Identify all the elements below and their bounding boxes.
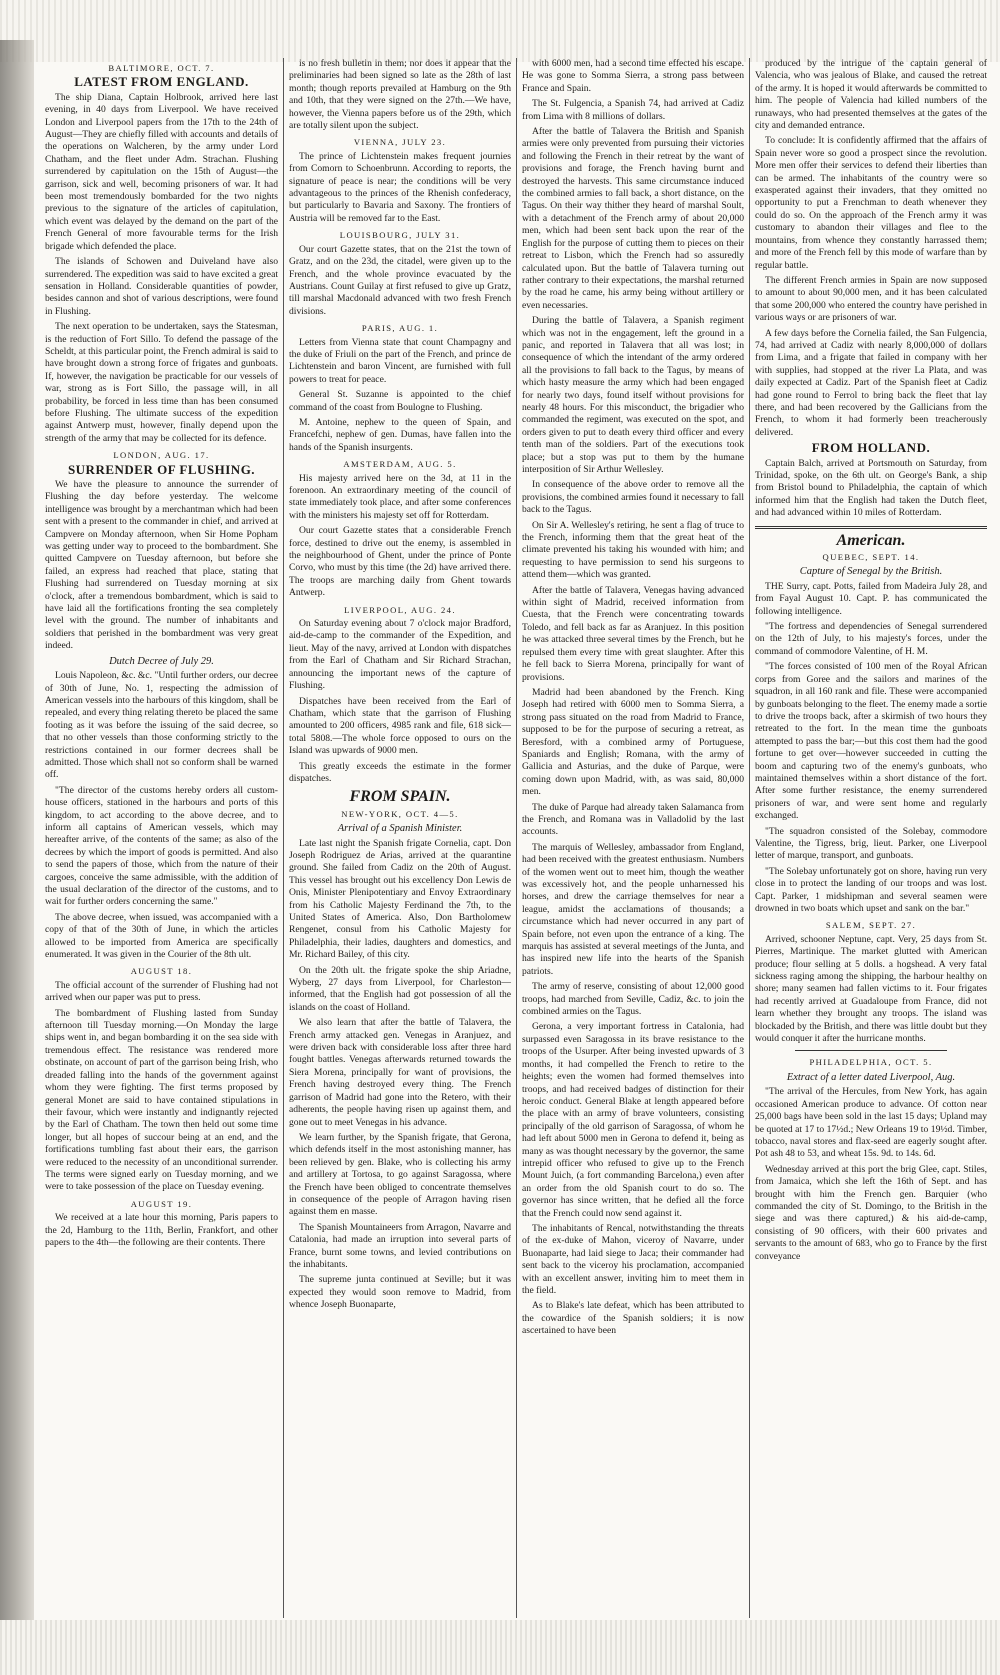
- paragraph: His majesty arrived here on the 3d, at 11 in the forenoon. An extraordinary meeting of the council of state immediately took place, and after some conferences with the ministers his majesty set off for Rotterdam.: [289, 472, 511, 521]
- paragraph: Our court Gazette states, that on the 21st the town of Gratz, and on the 23d, the citadel, were given up to the French, and the whole province evacuated by the Austrians. Count Guilay at first refused to give up Gratz, till marshal Macdonald advanced with two fresh French divisions.: [289, 243, 511, 317]
- paragraph: Louis Napoleon, &c. &c. "Until further orders, our decree of 30th of June, No. 1, respecting the admission of American vessels into the harbours of this kingdom, shall be repealed, and every thing relating thereto be placed the same footing as it was before the issuing of the said decree, so that no other vessels than those conforming strictly to the restrictions contained in our former decrees shall be admitted. Those which shall not so conform shall be warned off.: [45, 670, 278, 781]
- paragraph: This greatly exceeds the estimate in the former dispatches.: [289, 760, 511, 784]
- dateline-quebec: QUEBEC, SEPT. 14.: [822, 552, 920, 563]
- paragraph: "The fortress and dependencies of Senegal surrendered on the 12th of July, to his majesty's forces, under the command of commodore Valentine, of H. M.: [755, 621, 987, 657]
- section-divider: [755, 526, 987, 529]
- paragraph: As to Blake's late defeat, which has been attributed to the cowardice of the Spanish soldiers; it is now ascertained to have been: [522, 1300, 744, 1337]
- paragraph: On the 20th ult. the frigate spoke the ship Ariadne, Wyberg, 27 days from Liverpool, for Charleston—informed, that the English had got possession of all the islands on the coast of Holland.: [289, 964, 511, 1013]
- paragraph: "The director of the customs hereby orders all custom-house officers, stationed in the harbours and ports of this kingdom, to act according to the above decree, and to inform all captains of American vessels, which may hereafter arrive, of the contents of the same; as also of the decrees by which the import of goods is permitted. And also to send the papers of those, which from the nature of their cargoes, conceive the same admissible, with the addition of the usual declaration of the director of the customs, and to wait for further orders concerning the same.": [45, 784, 278, 908]
- paragraph: is no fresh bulletin in them; nor does it appear that the preliminaries had been signed so late as the 28th of last month; though reports prevailed at Hamburg on the 9th and 10th, that they were signed on the 27th.—We have, however, the Vienna papers before us of the 29th, which are totally silent upon the subject.: [289, 58, 511, 132]
- paragraph: To conclude: It is confidently affirmed that the affairs of Spain never wore so good a prospect since the revolution. More men offer their services to defend their liberties than can be armed. The inhabitants of the country were so exasperated against their invaders, that they omitted no opportunity to put a Frenchman to death whenever they could do so. On the approach of the French army it was customary to abandon their villages and flee to the mountains, from whence they constantly harrassed them; and more of the French fell by this mode of warfare than by regular battle.: [755, 135, 987, 271]
- paragraph: Our court Gazette states that a considerable French force, destined to drive out the enemy, is assembled in the neighbourhood of Ghent, under the prince of Ponte Corvo, who must by this time (the 2d) have arrived there. The troops are marching daily from Ghent towards Antwerp.: [289, 525, 511, 599]
- paragraph: After the battle of Talavera the British and Spanish armies were only prevented from pursuing their victories and following the French in their retreat by the want of provisions and forage, the French having burnt and destroyed the harvests. This same circumstance induced the combined armies to fall back, a short distance, on the Tagus. On their way thither they heard of marshal Soult, with a detachment of the French army of about 20,000 men, which had been sent back upon the rear of the English for the purpose of cutting them to pieces on their retreat to Lisbon, which the French had so assuredly calculated upon. But the battle of Talavera turning out rather contrary to their expectations, the marshal returned by the road he came, his army being without artillery or even necessaries.: [522, 126, 744, 311]
- dateline-baltimore: BALTIMORE, OCT. 7.: [108, 63, 215, 73]
- paragraph: On Saturday evening about 7 o'clock major Bradford, aid-de-camp to the commander of the Expedition, and lieut. May of the navy, arrived at London with dispatches from the Earl of Chatham and Sir Richard Strachan, announcing the important news of the capture of Flushing.: [289, 618, 511, 692]
- headline-latest-from-england: LATEST FROM ENGLAND.: [74, 74, 249, 90]
- subhead-spanish-minister: Arrival of a Spanish Minister.: [337, 823, 463, 835]
- paragraph: The prince of Lichtenstein makes frequent journies from Comorn to Schoenbrunn. According to reports, the signature of peace is near; the conditions will be very advantageous to the princes of the Rhenish confederacy, but particularly to Bavaria and Saxony. The frontiers of Austria will be removed far to the East.: [289, 150, 511, 224]
- dateline-london-aug17: LONDON, AUG. 17.: [113, 450, 210, 461]
- paragraph: Captain Balch, arrived at Portsmouth on Saturday, from Trinidad, spoke, on the 6th ult. on George's Bank, a ship from Bristol bound to Philadelphia, the captain of which informed him that the English had taken the Dutch fleet, and had advanced within 10 miles of Rotterdam.: [755, 457, 987, 519]
- paragraph: Letters from Vienna state that count Champagny and the duke of Friuli on the part of the French, and prince de Lichtenstein and baron Vincent, are furnished with full powers to treat for peace.: [289, 336, 511, 385]
- column-3: [516, 58, 749, 1618]
- paragraph: A few days before the Cornelia failed, the San Fulgencia, 74, had arrived at Cadiz with nearly 8,000,000 of dollars from Lima, and a frigate that failed in company with her with supplies, had stopped at the river La Plata, and was daily expected at Cadiz. Part of the Spanish fleet at Cadiz had gone round to Ferrol to bring back the fleet that lay there, and had been recovered by the Gallicians from the French, to whom it had formerly been treacherously delivered.: [755, 327, 987, 438]
- scan-bottom-edge: [0, 1620, 1000, 1675]
- paragraph: The above decree, when issued, was accompanied with a copy of that of the 30th of June, in which the articles allowed to be imported from America are specifically enumerated. It was given in the Courier of the 8th ult.: [45, 911, 278, 961]
- paragraph: M. Antoine, nephew to the queen of Spain, and Francefchi, nephew of gen. Dumas, have fallen into the hands of the Spanish insurgents.: [289, 416, 511, 453]
- headline-from-holland: FROM HOLLAND.: [811, 440, 931, 456]
- paragraph: "The forces consisted of 100 men of the Royal African corps from Goree and the sailors and marines of the squadron, in all 160 rank and file. These were accompanied by gunboats belonging to the fleet. The enemy made a sortie to drive the troops back, after a skirmish of two hours they retreated to the fort. In the mean time the gunboats attempted to pass the bar;—but this cost them had the good fortune to get over—however succeeded in cutting the boom and capturing two of the enemy's gunboats, who maintained themselves within a short distance of the fort. After some further resistance, the enemy surrendered prisoners of war, and were sent home and regularly exchanged.: [755, 661, 987, 822]
- paragraph: The next operation to be undertaken, says the Statesman, is the reduction of Fort Sillo. To defend the passage of the Scheldt, at this particular point, the French admiral is said to have brought down a strong force of frigates and gunboats. If, however, the navigation be practicable for our vessels of war, strong as is Fort Sillo, the passage will, in all probability, be forced in less time than has been consumed before Flushing. The ultimate success of the expedition against Antwerp must, however, finally depend upon the strength of the army that may be collected for its defence.: [45, 321, 278, 444]
- paragraph: THE Surry, capt. Potts, failed from Madeira July 28, and from Fayal August 10. Capt. P. has communicated the following intelligence.: [755, 580, 987, 617]
- section-american: American.: [836, 531, 906, 549]
- paragraph: The official account of the surrender of Flushing had not arrived when our paper was put to press.: [45, 979, 278, 1004]
- subhead-dutch-decree: Dutch Decree of July 29.: [109, 655, 214, 667]
- binding-gutter: [0, 40, 34, 1620]
- column-2: [283, 58, 516, 1618]
- paragraph: "The arrival of the Hercules, from New York, has again occasioned American produce to advance. Of cotton near 25,000 bags have been sold in the last 15 days; Upland may be quoted at 17 to 17½d.; New Orleans 19 to 19½d. Timber, tobacco, naval stores and flax-seed are eagerly sought after. Pot ash 48 to 53, and wheat 15s. 9d. to 14s. 6d.: [755, 1086, 987, 1160]
- paragraph: The St. Fulgencia, a Spanish 74, had arrived at Cadiz from Lima with 8 millions of dollars.: [522, 98, 744, 122]
- dateline-new-york: NEW-YORK, OCT. 4—5.: [341, 808, 459, 819]
- paragraph: The army of reserve, consisting of about 12,000 good troops, had marched from Seville, Cadiz, &c. to join the combined armies on the Tagus.: [522, 981, 744, 1018]
- paragraph: The Spanish Mountaineers from Arragon, Navarre and Catalonia, had made an irruption into several parts of France, burnt some towns, and levied contributions on the inhabitants.: [289, 1221, 511, 1270]
- paragraph: During the battle of Talavera, a Spanish regiment which was not in the engagement, left the ground in a panic, and reported in Talavera that all was lost; in consequence of which the intendant of the army ordered all the provisions to fall back to the Tagus, by means of which hasty measure the army which had been engaged for nearly two days, found itself without provisions for nearly 48 hours. For this misconduct, the brigadier who commanded the regiment, was executed on the spot, and orders given to put to death every third officer and every tenth man of the soldiers. Part of the executions took place; but a stop was put to them by the humane interposition of Sir Arthur Wellesley.: [522, 315, 744, 475]
- divider-rule: [795, 1050, 947, 1051]
- paragraph: Late last night the Spanish frigate Cornelia, capt. Don Joseph Rodriguez de Arias, arrived at the quarantine ground. She failed from Cadiz on the 20th of August. This vessel has brought out his excellency Don Lewis de Onis, Minister Plenipotentiary and Envoy Extraordinary from his Catholic Majesty Ferdinand the 7th, to the United States of America. Also, Don Bartholomew Rengenet, consul from his Catholic Majesty for Philadelphia, their ladies, daughters and domestics, and Mr. Richard Bailey, of this city.: [289, 837, 511, 961]
- column-4: [749, 58, 992, 1618]
- paragraph: with 6000 men, had a second time effected his escape. He was gone to Somma Sierra, a strong pass between France and Spain.: [522, 58, 744, 94]
- paragraph: We learn further, by the Spanish frigate, that Gerona, which defends itself in the most astonishing manner, has been relieved by gen. Blake, who is collecting his army and artillery at Tortosa, to go against Saragossa, where the French have been obliged to concentrate themselves in consequence of the people of Arragon having risen against them en masse.: [289, 1131, 511, 1218]
- scan-top-edge: [0, 0, 1000, 62]
- paragraph: The supreme junta continued at Seville; but it was expected they would soon remove to Madrid, from whence Joseph Buonaparte,: [289, 1274, 511, 1311]
- paragraph: The different French armies in Spain are now supposed to amount to about 90,000 men, and it has been calculated that some 200,000 who entered the country have perished in various ways or are prisoners of war.: [755, 274, 987, 324]
- dateline-august-18: AUGUST 18.: [130, 966, 193, 977]
- paragraph: Gerona, a very important fortress in Catalonia, had surpassed even Saragossa in its brave resistance to the troops of the Usurper. After being invested upwards of 3 months, it had compelled the French to retire to the heights; even the women had formed themselves into troops, and had received badges of distinction for their heroic conduct. General Blake at length appeared before the place with an army of brave volunteers, consisting principally of the old garrison of Saragossa, of whom he had left about 5000 men in Gerona to defend it, being as many as was thought necessary by the governor, the same intrepid officer who refused to give up to the French Mount Juich, (a fort commanding Barcelona,) even after an order from the old Spanish court to do so. The governor has since written, that he defied all the force that the French could now send against it.: [522, 1021, 744, 1219]
- paragraph: The islands of Schowen and Duiveland have also surrendered. The expedition was said to have excited a great sensation in Holland. Considerable quantities of powder, besides cannon and shot of various descriptions, were found in Flushing.: [45, 256, 278, 317]
- paragraph: "The squadron consisted of the Solebay, commodore Valentine, the Tigress, brig, lieut. Parker, one Liverpool letter of marque, transport, and gunboats.: [755, 825, 987, 862]
- paragraph: The duke of Parque had already taken Salamanca from the French, and Romana was in Valladolid by the last accounts.: [522, 801, 744, 838]
- dateline-amsterdam: AMSTERDAM, AUG. 5.: [343, 459, 457, 470]
- dateline-liverpool: LIVERPOOL, AUG. 24.: [344, 604, 456, 615]
- paragraph: The ship Diana, Captain Holbrook, arrived here last evening, in 40 days from Liverpool. We have received London and Liverpool papers from the 17th to the 24th of August—They are chiefly filled with accounts and details of the operations on Walcheren, by the army under Lord Chatham, and the fleet under Adm. Strachan. Flushing surrendered by capitulation on the 15th of August—the garrison, sick and well, becoming prisoners of war. It had been most tremendously bombarded for the two nights previous to the signature of the articles of capitulation, which event was delayed by the demand on the part of the French General of more favourable terms for the Irish brigade which defended the place.: [45, 91, 278, 252]
- paragraph: "The Solebay unfortunately got on shore, having run very close in to protect the landing of our troops and was lost. Capt. Parker, 1 midshipman and several seamen were drowned in two boats which upset and sank on the bar.": [755, 865, 987, 914]
- paragraph: The bombardment of Flushing lasted from Sunday afternoon till Tuesday morning.—On Monday the large ships went in, and began bombarding it on the sea side with tremendous effect. The resistance was rendered more obstinate, on account of part of the garrison being Irish, who dreaded falling into the hands of the government against whom they were fighting. The first terms proposed by general Monet are said to have contained stipulations in their favour, which were instantly and indignantly rejected by the Earl of Chatham. The town then held out some time longer, but all hopes of succour being at an end, and the fortifications tumbling fast about their ears, the garrison were reduced to the necessity of an unconditional surrender. The terms were signed early on Tuesday morning, and we were to take possession of the place on Tuesday evening.: [45, 1007, 278, 1193]
- paragraph: Arrived, schooner Neptune, capt. Very, 25 days from St. Pierres, Martinique. The market glutted with American produce; flour selling at 5 dolls. a hogshead. A very fatal sickness raging among the shipping, the harbour healthy on shore; many seamen had fallen victims to it. Four frigates had recently arrived at Guadaloupe from France, did not learn whether they brought any troops. The island was blockaded by the British, and there was little doubt but they would conquer it after the hurricane months.: [755, 933, 987, 1045]
- subhead-capture-of-senegal: Capture of Senegal by the British.: [799, 566, 943, 578]
- headline-from-spain: FROM SPAIN.: [349, 788, 451, 806]
- paragraph: Madrid had been abandoned by the French. King Joseph had retired with 6000 men to Somma Sierra, a strong pass situated on the road from Madrid to France, supposed to be for the purpose of securing a retreat, as Beresford, with a combined army of Portuguese, Spaniards and English; Romana, with the army of Gallicia and Asturias, and the duke of Parque, were coming down upon Madrid, with, as was said, 80,000 men.: [522, 686, 744, 798]
- paragraph: The marquis of Wellesley, ambassador from England, had been received with the greatest enthusiasm. Numbers of the women went out to meet him, though the weather was excessively hot, and the people unharnessed his horses, and drew the carriage themselves for near a league, amidst the acclamations of thousands; a circumstance which had never occurred in any part of Spain before, not even upon the entrance of a king. The marquis has assisted at several meetings of the Junta, and has inspired new life into the hearts of the Spanish patriots.: [522, 841, 744, 977]
- dateline-salem: SALEM, SEPT. 27.: [825, 920, 917, 931]
- paragraph: In consequence of the above order to remove all the provisions, the combined armies found it necessary to fall back to the Tagus.: [522, 479, 744, 516]
- paragraph: Dispatches have been received from the Earl of Chatham, which state that the garrison of Flushing amounted to 200 officers, 4985 rank and file, 618 sick—total 5808.—The whole force opposed to ours on the Island was upwards of 9000 men.: [289, 695, 511, 757]
- paragraph: On Sir A. Wellesley's retiring, he sent a flag of truce to the French, informing them that the great heat of the climate prevented his taking his wounded with him; and requesting to have permission to send his surgeons to attend them—which was granted.: [522, 519, 744, 581]
- column-1: [40, 58, 283, 1618]
- headline-surrender-of-flushing: SURRENDER OF FLUSHING.: [67, 461, 256, 477]
- paragraph: After the battle of Talavera, Venegas having advanced within sight of Madrid, received information from Cuesta, that the French were concentrating towards Toledo, and fell back as far as Aranjuez. In this position he was attacked three several times by the French, but he repulsed them every time with great slaughter. After this he fell back to Sierra Morena, principally for want of provisions.: [522, 584, 744, 683]
- paragraph: We have the pleasure to announce the surrender of Flushing the day before yesterday. The welcome intelligence was brought by a merchantman which had been sent with a present to the commander in chief, and arrived at Campvere on Monday afternoon, when Sir Home Popham was getting under way to proceed to the bombardment. She quitted Campvere on Tuesday afternoon, but before she failed, an express had reached that place, stating that Flushing had surrendered on Tuesday morning at six o'clock, after a tremendous bombardment, which is said to have laid all the fortifications fronting the sea completely level with the ground. The number of inhabitants and soldiers that perished in the bombardment was very great indeed.: [45, 479, 278, 652]
- paragraph: produced by the intrigue of the captain general of Valencia, who was jealous of Blake, and caused the retreat of the army. It is hoped it would afterwards be committed to him. The people of Valencia had killed numbers of the runaways, who had presented themselves at the gates of the city and demanded entrance.: [755, 58, 987, 132]
- paragraph: General St. Suzanne is appointed to the chief command of the coast from Boulogne to Flushing.: [289, 389, 511, 413]
- dateline-louisbourg: LOUISBOURG, JULY 31.: [339, 230, 461, 241]
- columns-container: [40, 58, 992, 1618]
- subhead-letter-liverpool: Extract of a letter dated Liverpool, Aug.: [786, 1071, 956, 1083]
- paragraph: We received at a late hour this morning, Paris papers to the 2d, Hamburg to the 11th, Berlin, Frankfort, and other papers to the 4th—the following are their contents. There: [45, 1212, 278, 1248]
- paragraph: The inhabitants of Rencal, notwithstanding the threats of the ex-duke of Mahon, viceroy of Navarre, under Buonaparte, had laid siege to Jaca; their commander had sent back to the viceroy his proclamation, accompanied with an excellent answer, inviting him to meet them in the field.: [522, 1222, 744, 1296]
- dateline-philadelphia: PHILADELPHIA, OCT. 5.: [809, 1057, 933, 1068]
- dateline-august-19: AUGUST 19.: [130, 1198, 193, 1209]
- dateline-vienna: VIENNA, JULY 23.: [353, 137, 447, 148]
- paragraph: We also learn that after the battle of Talavera, the French army attacked gen. Venegas in Aranjuez, and were driven back with considerable loss after three hard fought battles. Venegas afterwards returned towards the Siera Morena, principally for want of provisions, the French having destroyed every thing. The French garrison of Madrid had gone into the Retero, with their adherents, the people having risen up against them, and gone out to meet Venegas in his advance.: [289, 1017, 511, 1128]
- dateline-paris: PARIS, AUG. 1.: [361, 323, 439, 334]
- paragraph: Wednesday arrived at this port the brig Glee, capt. Stiles, from Jamaica, which she left the 16th of Sept. and has brought with him the French gen. Barquier (who commanded the city of St. Domingo, to the British in the siege and was there captured,) & his aid-de-camp, consisting of 90 officers, with their 600 privates and servants to the amount of 683, who go to France by the first conveyance: [755, 1163, 987, 1262]
